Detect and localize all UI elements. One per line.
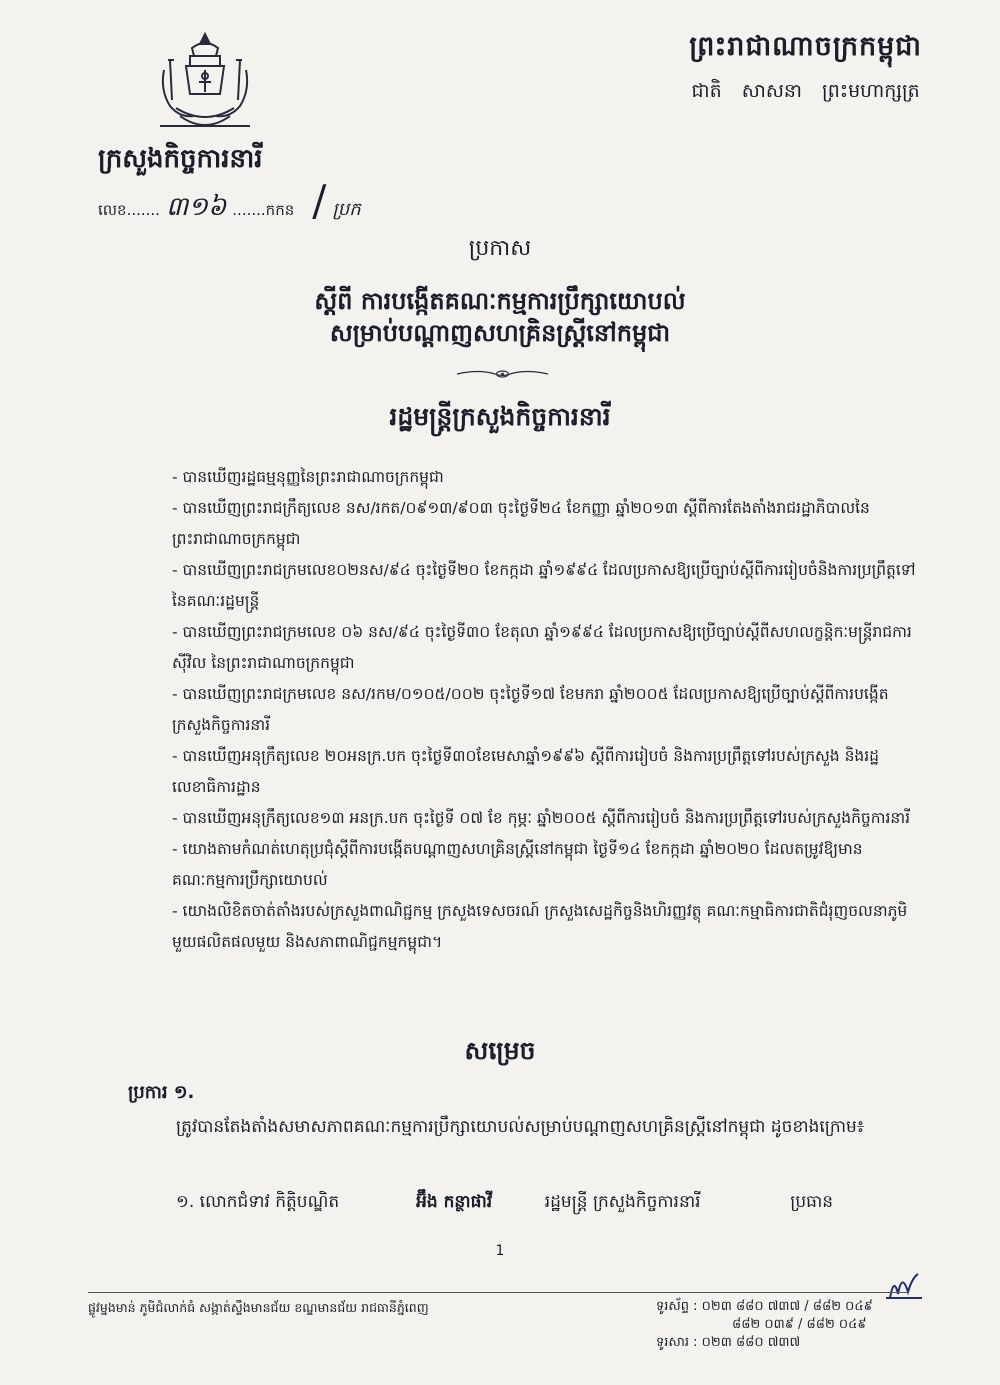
- footer-divider: [88, 1292, 908, 1293]
- national-motto: ជាតិ សាសនា ព្រះមហាក្សត្រ: [691, 80, 920, 102]
- member-name: អ៊ឹង កន្ថាផាវី: [416, 1192, 493, 1212]
- reference-number: លេខ ....... ៣១៦ ....... កកន / ប្រក: [98, 190, 361, 228]
- preamble-item: - បានឃើញព្រះរាជក្រឹត្យលេខ នស/រកត/០៩១៣/៩០៣ ចុះថ្ងៃទី២៤ ខែកញ្ញា ឆ្នាំ២០១៣ ស្តីពីការតែងតាំងរាជរដ្ឋាភិបាលនៃព្រះរាជាណាចក្រកម្ពុជា: [172, 499, 870, 548]
- preamble-item: - យោងលិខិតចាត់តាំងរបស់ក្រសួងពាណិជ្ជកម្ម ក្រសួងទេសចរណ៍ ក្រសួងសេដ្ឋកិច្ចនិងហិរញ្ញវត្ថុ គណៈកម្មាធិការជាតិជំរុញចលនាភូមិមួយផលិតផលមួយ និងសភាពាណិជ្ជកម្មកម្ពុជា។: [172, 902, 908, 951]
- ref-code: កកន: [265, 201, 295, 219]
- preamble-item: - បានឃើញអនុក្រឹត្យលេខ ២០អនក្រ.បក ចុះថ្ងៃទី៣០ខែមេសាឆ្នាំ១៩៩៦ ស្តីពីការរៀបចំ និងការប្រព្រឹត្តទៅរបស់ក្រសួង និងរដ្ឋលេខាធិការដ្ឋាន: [172, 747, 880, 796]
- member-title: ១. លោកជំទាវ កិត្តិបណ្ឌិត: [176, 1192, 340, 1212]
- preamble-list: [172, 462, 922, 958]
- footer-address: ផ្លូវម្នងមាន់ ភូមិជំលាក់ធំ សង្កាត់ស្ទឹងមានជ័យ ខណ្ឌមានជ័យ រាជធានីភ្នំពេញ: [88, 1300, 429, 1315]
- preamble-item: - បានឃើញព្រះរាជក្រមលេខ ០៦ នស/៩៤ ចុះថ្ងៃទី៣០ ខែតុលា ឆ្នាំ១៩៩៤ ដែលប្រកាសឱ្យប្រើច្បាប់ស្តីពីសហលក្ខន្តិកៈមន្ត្រីរាជការស៊ីវិល នៃព្រះរាជាណាចក្រកម្ពុជា: [172, 623, 912, 672]
- footer-contact: [656, 1298, 926, 1352]
- article-1-heading: ប្រការ ១.: [128, 1082, 195, 1103]
- page-number: 1: [495, 1243, 505, 1259]
- divider-ornament-icon: [455, 367, 550, 381]
- phone-label: ទូរស័ព្ទ :: [656, 1299, 698, 1314]
- kingdom-name: ព្រះរាជាណាចក្រកម្ពុជា: [689, 31, 922, 62]
- preamble-item: - បានឃើញព្រះរាជក្រមលេខ នស/រកម/០១០៥/០០២ ចុះថ្ងៃទី១៧ ខែមករា ឆ្នាំ២០០៥ ដែលប្រកាសឱ្យប្រើច្បាប់ស្តីពីការបង្កើតក្រសួងកិច្ចការនារី: [172, 685, 889, 734]
- preamble-item: - យោងតាមកំណត់ហេតុប្រជុំស្តីពីការបង្កើតបណ្តាញសហគ្រិនស្រ្តីនៅកម្ពុជា ថ្ងៃទី១៤ ខែកក្កដា ឆ្នាំ២០២០ ដែលតម្រូវឱ្យមានគណៈកម្មការប្រឹក្សាយោបល់: [172, 840, 863, 889]
- phone-line-1: ០២៣ ៨៨០ ៧៣៧ / ៨៨២ ០៤៩: [701, 1299, 873, 1314]
- fax-number: ០២៣ ៨៨០ ៧៣៧: [701, 1335, 801, 1350]
- ref-prefix: លេខ: [98, 201, 127, 219]
- fax-label: ទូរសារ :: [656, 1335, 698, 1350]
- member-row: [176, 1191, 876, 1216]
- subject-line-1: ស្តីពី ការបង្កើតគណៈកម្មការប្រឹក្សាយោបល់: [314, 287, 686, 315]
- preamble-item: - បានឃើញព្រះរាជក្រមលេខ០២នស/៩៤ ចុះថ្ងៃទី២០ ខែកក្កដា ឆ្នាំ១៩៩៤ ដែលប្រកាសឱ្យប្រើច្បាប់ស្តីពីការរៀបចំនិងការប្រព្រឹត្តទៅនៃគណៈរដ្ឋមន្ត្រី: [172, 561, 916, 610]
- kingdom-heading: [689, 30, 922, 107]
- member-role: រដ្ឋមន្ត្រី ក្រសួងកិច្ចការនារី: [544, 1192, 701, 1212]
- issuing-authority: រដ្ឋមន្ត្រីក្រសួងកិច្ចការនារី: [389, 402, 611, 431]
- ministry-name: ក្រសួងកិច្ចការនារី: [98, 144, 263, 174]
- ref-suffix: ប្រក: [332, 199, 361, 220]
- article-1-body: ត្រូវបានតែងតាំងសមាសភាពគណៈកម្មការប្រឹក្សាយោបល់សម្រាប់បណ្តាញសហគ្រិនស្រ្តីនៅកម្ពុជា ដូចខាងក្រោម៖: [176, 1117, 865, 1137]
- decision-heading: សម្រេច: [464, 1036, 536, 1065]
- subject-line-2: សម្រាប់បណ្តាញសហគ្រិនស្រ្តីនៅកម្ពុជា: [329, 319, 671, 347]
- preamble-item: - បានឃើញអនុក្រឹត្យលេខ១៣ អនក្រ.បក ចុះថ្ងៃទី ០៧ ខែ កុម្ភៈ ឆ្នាំ២០០៥ ស្តីពីការរៀបចំ និងការប្រព្រឹត្តទៅរបស់ក្រសួងកិច្ចការនារី: [172, 809, 911, 827]
- royal-emblem-icon: [150, 30, 260, 140]
- initials-signature-icon: [882, 1268, 926, 1302]
- preamble-item: - បានឃើញរដ្ឋធម្មនុញ្ញនៃព្រះរាជាណាចក្រកម្ពុជា: [172, 468, 444, 486]
- ref-number: ៣១៦: [165, 192, 227, 222]
- document-type: ប្រកាស: [468, 236, 532, 261]
- phone-line-2: ៨៨២ ០៣៩ / ៨៨២ ០៤៩: [732, 1317, 867, 1332]
- member-position: ប្រធាន: [790, 1192, 834, 1212]
